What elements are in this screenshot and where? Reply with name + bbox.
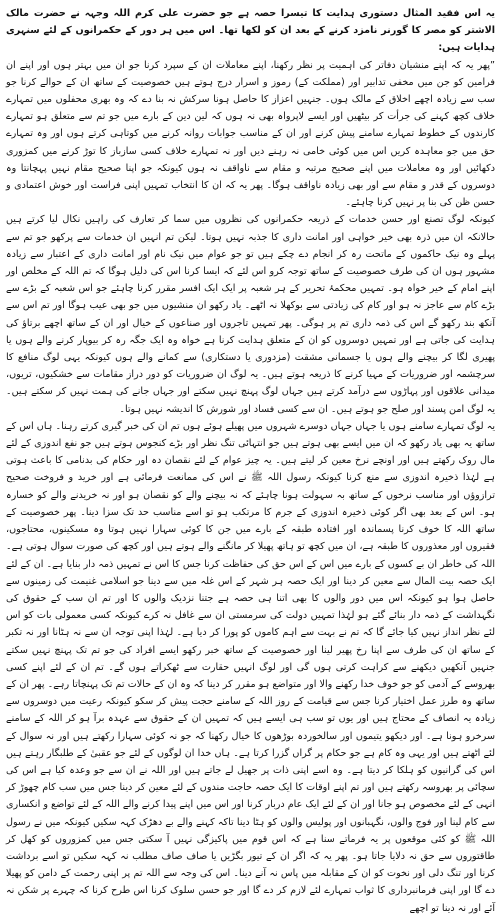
urdu-article (6, 5, 495, 917)
body-paragraph-1: ”پھر یہ کہ اپنے منشیان دفاتر کی اہمیت پر نظر رکھنا، اپنے معاملات ان کے سپرد کرنا جو ان میں بہتر ہوں اور اپنے ان فرامین کو جن میں مخفی تدابیر اور (مملکت کے) رموز و اسرار درج ہوتے ہیں خصوصیت کے ساتھ ان کے حوالے کرنا جو سب سے زیادہ اچھے اخلاق کے مالک ہوں۔ جنہیں اعزاز کا حاصل ہونا سرکش نہ بنا دے کہ وہ بھری محفلوں میں تمہارے خلاف کچھ کہنے کی جرأت کر بیٹھیں اور ایسے لاپرواہ بھی نہ ہوں کہ لین دین کے بارے میں جو تم سے متعلق ہو تمہارے کارندوں کے خطوط تمہارے سامنے پیش کرنے اور ان کے مناسب جوابات روانہ کرنے میں کوتاہی کرتے ہوں اور وہ تمہارے حق میں جو معاہدہ کریں اس میں کوئی خامی نہ رہنے دیں اور نہ تمہارے خلاف کسی سازباز کا توڑ کرنے میں کمزوری دکھائیں اور وہ معاملات میں اپنے صحیح مرتبہ و مقام سے ناواقف نہ ہوں کیونکہ جو اپنا صحیح مقام نہیں پہچانتا وہ دوسروں کے قدر و مقام سے اور بھی زیادہ ناواقف ہوگا۔ پھر یہ کہ ان کا انتخاب تمہیں اپنی فراست اور خوش اعتمادی و حسن ظن کی بنا پر نہیں کرنا چاہئے۔ (6, 59, 495, 209)
intro-paragraph: یہ اس فقید المثال دستوری ہدایت کا تیسرا حصہ ہے جو حضرت علی کرم اللہ وجہہ نے حضرت مالک الاشتر کو مصر کا گورنر نامزد کرنے کے بعد ان کو لکھا تھا۔ اس میں ہر دور کے حکمرانوں کے لئے سنہری ہدایات ہیں: (6, 8, 495, 54)
body-paragraph-3: یہ لوگ تمہارے سامنے ہوں یا جہاں جہاں دوسرے شہروں میں پھیلے ہوئے ہوں تم ان کی خبر گیری کرتے رہنا۔ ہاں اس کے ساتھ یہ بھی یاد رکھو کہ ان میں ایسے بھی ہوتے ہیں جو انتہائی تنگ نظر اور بڑے کنجوس ہوتے ہیں جو نفع اندوزی کے لئے مال روک رکھتے ہیں اور اونچے نرخ معین کر لیتے ہیں۔ یہ چیز عوام کے لئے نقصان دہ اور حکام کی بدنامی کا باعث ہوتی ہے لہٰذا ذخیرہ اندوزی سے منع کرنا کیونکہ رسول اللہ ﷺ نے اس کی ممانعت فرمائی ہے اور خرید و فروخت صحیح ترازوؤں اور مناسب نرخوں کے ساتھ بہ سہولت ہونا چاہئے کہ نہ بیچنے والے کو نقصان ہو اور نہ خریدنے والے کو خسارہ ہو۔ اس کے بعد بھی اگر کوئی ذخیرہ اندوزی کے جرم کا مرتکب ہو تو اسے مناسب حد تک سزا دینا۔ پھر خصوصیت کے ساتھ اللہ کا خوف کرنا پسماندہ اور افتادہ طبقہ کے بارے میں جن کا کوئی سہارا نہیں ہوتا وہ مسکینوں، محتاجوں، فقیروں اور معذوروں کا طبقہ ہے، ان میں کچھ تو ہاتھ پھیلا کر مانگنے والے ہوتے ہیں اور کچھ کی صورت سوال ہوتی ہے۔ اللہ کی خاطر ان بے کسوں کے بارے میں اس کے اس حق کی حفاظت کرنا جس کا اس نے تمہیں ذمہ دار بنایا ہے۔ ان کے لئے ایک حصہ بیت المال سے معین کر دینا اور ایک حصہ ہر شہر کے اس غلہ میں سے دینا جو اسلامی غنیمت کی زمینوں سے حاصل ہوا ہو کیونکہ اس میں دور والوں کا بھی اتنا ہی حصہ ہے جتنا نزدیک والوں کا اور تم ان سب کے حقوق کی نگہداشت کے ذمہ دار بنائے گئے ہو لہٰذا تمہیں دولت کی سرمستی ان سے غافل نہ کرے کیونکہ کسی معمولی بات کو اس لئے نظر انداز نہیں کیا جائے گا کہ تم نے بہت سے اہم کاموں کو پورا کر دیا ہے۔ لہٰذا اپنی توجہ ان سے نہ ہٹانا اور نہ تکبر کے ساتھ ان کی طرف سے اپنا رخ پھیر لینا اور خصوصیت کے ساتھ خبر رکھو ایسے افراد کی جو تم تک پہنچ نہیں سکتے جنہیں آنکھیں دیکھنے سے کراہت کرتی ہوں گی اور لوگ انہیں حقارت سے ٹھکراتے ہوں گے۔ تم ان کے لئے اپنے کسی بھروسے کے آدمی کو جو خوف خدا رکھنے والا اور متواضع ہو مقرر کر دینا کہ وہ ان کے حالات تم تک پہنچاتا رہے۔ پھر ان کے ساتھ وہ طرز عمل اختیار کرنا جس سے قیامت کے روز اللہ کے سامنے حجت پیش کر سکو کیونکہ رعیت میں دوسروں سے زیادہ یہ انصاف کے محتاج ہیں اور یوں تو سب ہی ایسے ہیں کہ تمہیں ان کے حقوق سے عہدہ برآ ہو کر اللہ کے سامنے سرخرو ہونا ہے۔ اور دیکھو یتیموں اور سالخوردہ بوڑھوں کا خیال رکھنا کہ جو نہ کوئی سہارا رکھتے ہیں اور نہ سوال کے لئے اٹھتے ہیں اور یہی وہ کام ہے جو حکام پر گراں گزرا کرتا ہے۔ ہاں خدا ان لوگوں کے لئے جو عقبیٰ کے طلبگار رہتے ہیں اس کی گرانیوں کو ہلکا کر دیتا ہے۔ وہ اسے اپنی ذات پر جھیل لے جاتے ہیں اور اللہ نے ان سے جو وعدہ کیا ہے اس کی سچائی پر بھروسہ رکھتے ہیں اور تم اپنے اوقات کا ایک حصہ حاجت مندوں کے لئے معین کر دینا جس میں سب کام چھوڑ کر انہی کے لئے مخصوص ہو جانا اور ان کے لئے ایک عام دربار کرنا اور اس میں اپنے پیدا کرنے والے اللہ کے لئے تواضع و انکساری سے کام لینا اور فوج والوں، نگہبانوں اور پولیس والوں کو ہٹا دینا تاکہ کہنے والے بے دھڑک کہہ سکیں کیونکہ میں نے رسول اللہ ﷺ کو کئی موقعوں پر یہ فرماتے سنا ہے کہ اس قوم میں پاکیزگی نہیں آ سکتی جس میں کمزوروں کو کھل کر طاقتوروں سے حق نہ دلایا جاتا ہو۔ پھر یہ کہ اگر ان کے تیور بگڑیں یا صاف صاف مطلب نہ کہہ سکیں تو اسے برداشت کرنا اور تنگ دلی اور نخوت کو ان کے مقابلہ میں پاس نہ آنے دینا۔ اس کی وجہ سے اللہ تم پر اپنی رحمت کے دامن کو پھیلا دے گا اور اپنی فرمانبرداری کا ثواب تمہارے لئے لازم کر دے گا اور جو حسن سلوک کرنا اس طرح کرنا کہ چہرے پر شکن نہ آئے اور نہ دینا تو اچھے (6, 420, 495, 914)
body-paragraph-2: کیونکہ لوگ تصنع اور حسن خدمات کے ذریعہ حکمرانوں کی نظروں میں سما کر تعارف کی راہیں نکال لیا کرتے ہیں حالانکہ ان میں ذرہ بھی خیر خواہی اور امانت داری کا جذبہ نہیں ہوتا۔ لیکن تم انہیں ان خدمات سے پرکھو جو تم سے پہلے وہ نیک حاکموں کے ماتحت رہ کر انجام دے چکے ہیں تو جو عوام میں نیک نام اور امانت داری کے اعتبار سے زیادہ مشہور ہوں ان کی طرف خصوصیت کے ساتھ توجہ کرو اس لئے کہ ایسا کرنا اس کی دلیل ہوگا کہ تم اللہ کے مخلص اور اپنے امام کے خیر خواہ ہو۔ تمہیں محکمۂ تحریر کے ہر شعبہ پر ایک ایک افسر مقرر کرنا چاہئے جو اس شعبہ کے بڑے سے بڑے کام سے عاجز نہ ہو اور کام کی زیادتی سے بوکھلا نہ اٹھے۔ یاد رکھو ان منشیوں میں جو بھی عیب ہوگا اور تم اس سے آنکھ بند رکھو گے اس کی ذمہ داری تم پر ہوگی۔ پھر تمہیں تاجروں اور صناعوں کے خیال اور ان کے ساتھ اچھے برتاؤ کی ہدایت کی جاتی ہے اور تمہیں دوسروں کو ان کے متعلق ہدایت کرنا ہے خواہ وہ ایک جگہ رہ کر بیوپار کرنے والے ہوں یا پھیری لگا کر بیچنے والے ہوں یا جسمانی مشقت (مزدوری یا دستکاری) سے کمانے والے ہوں کیونکہ یہی لوگ منافع کا سرچشمہ اور ضروریات کے مہیا کرنے کا ذریعہ ہوتے ہیں۔ یہ لوگ ان ضروریات کو دور دراز مقامات سے خشکیوں، تریوں، میدانی علاقوں اور پہاڑوں سے درآمد کرتے ہیں جہاں لوگ پہنچ نہیں سکتے اور جہاں جانے کی ہمت نہیں کر سکتے ہیں۔ یہ لوگ امن پسند اور صلح جو ہوتے ہیں۔ ان سے کسی فساد اور شورش کا اندیشہ نہیں ہوتا۔ (6, 214, 495, 415)
